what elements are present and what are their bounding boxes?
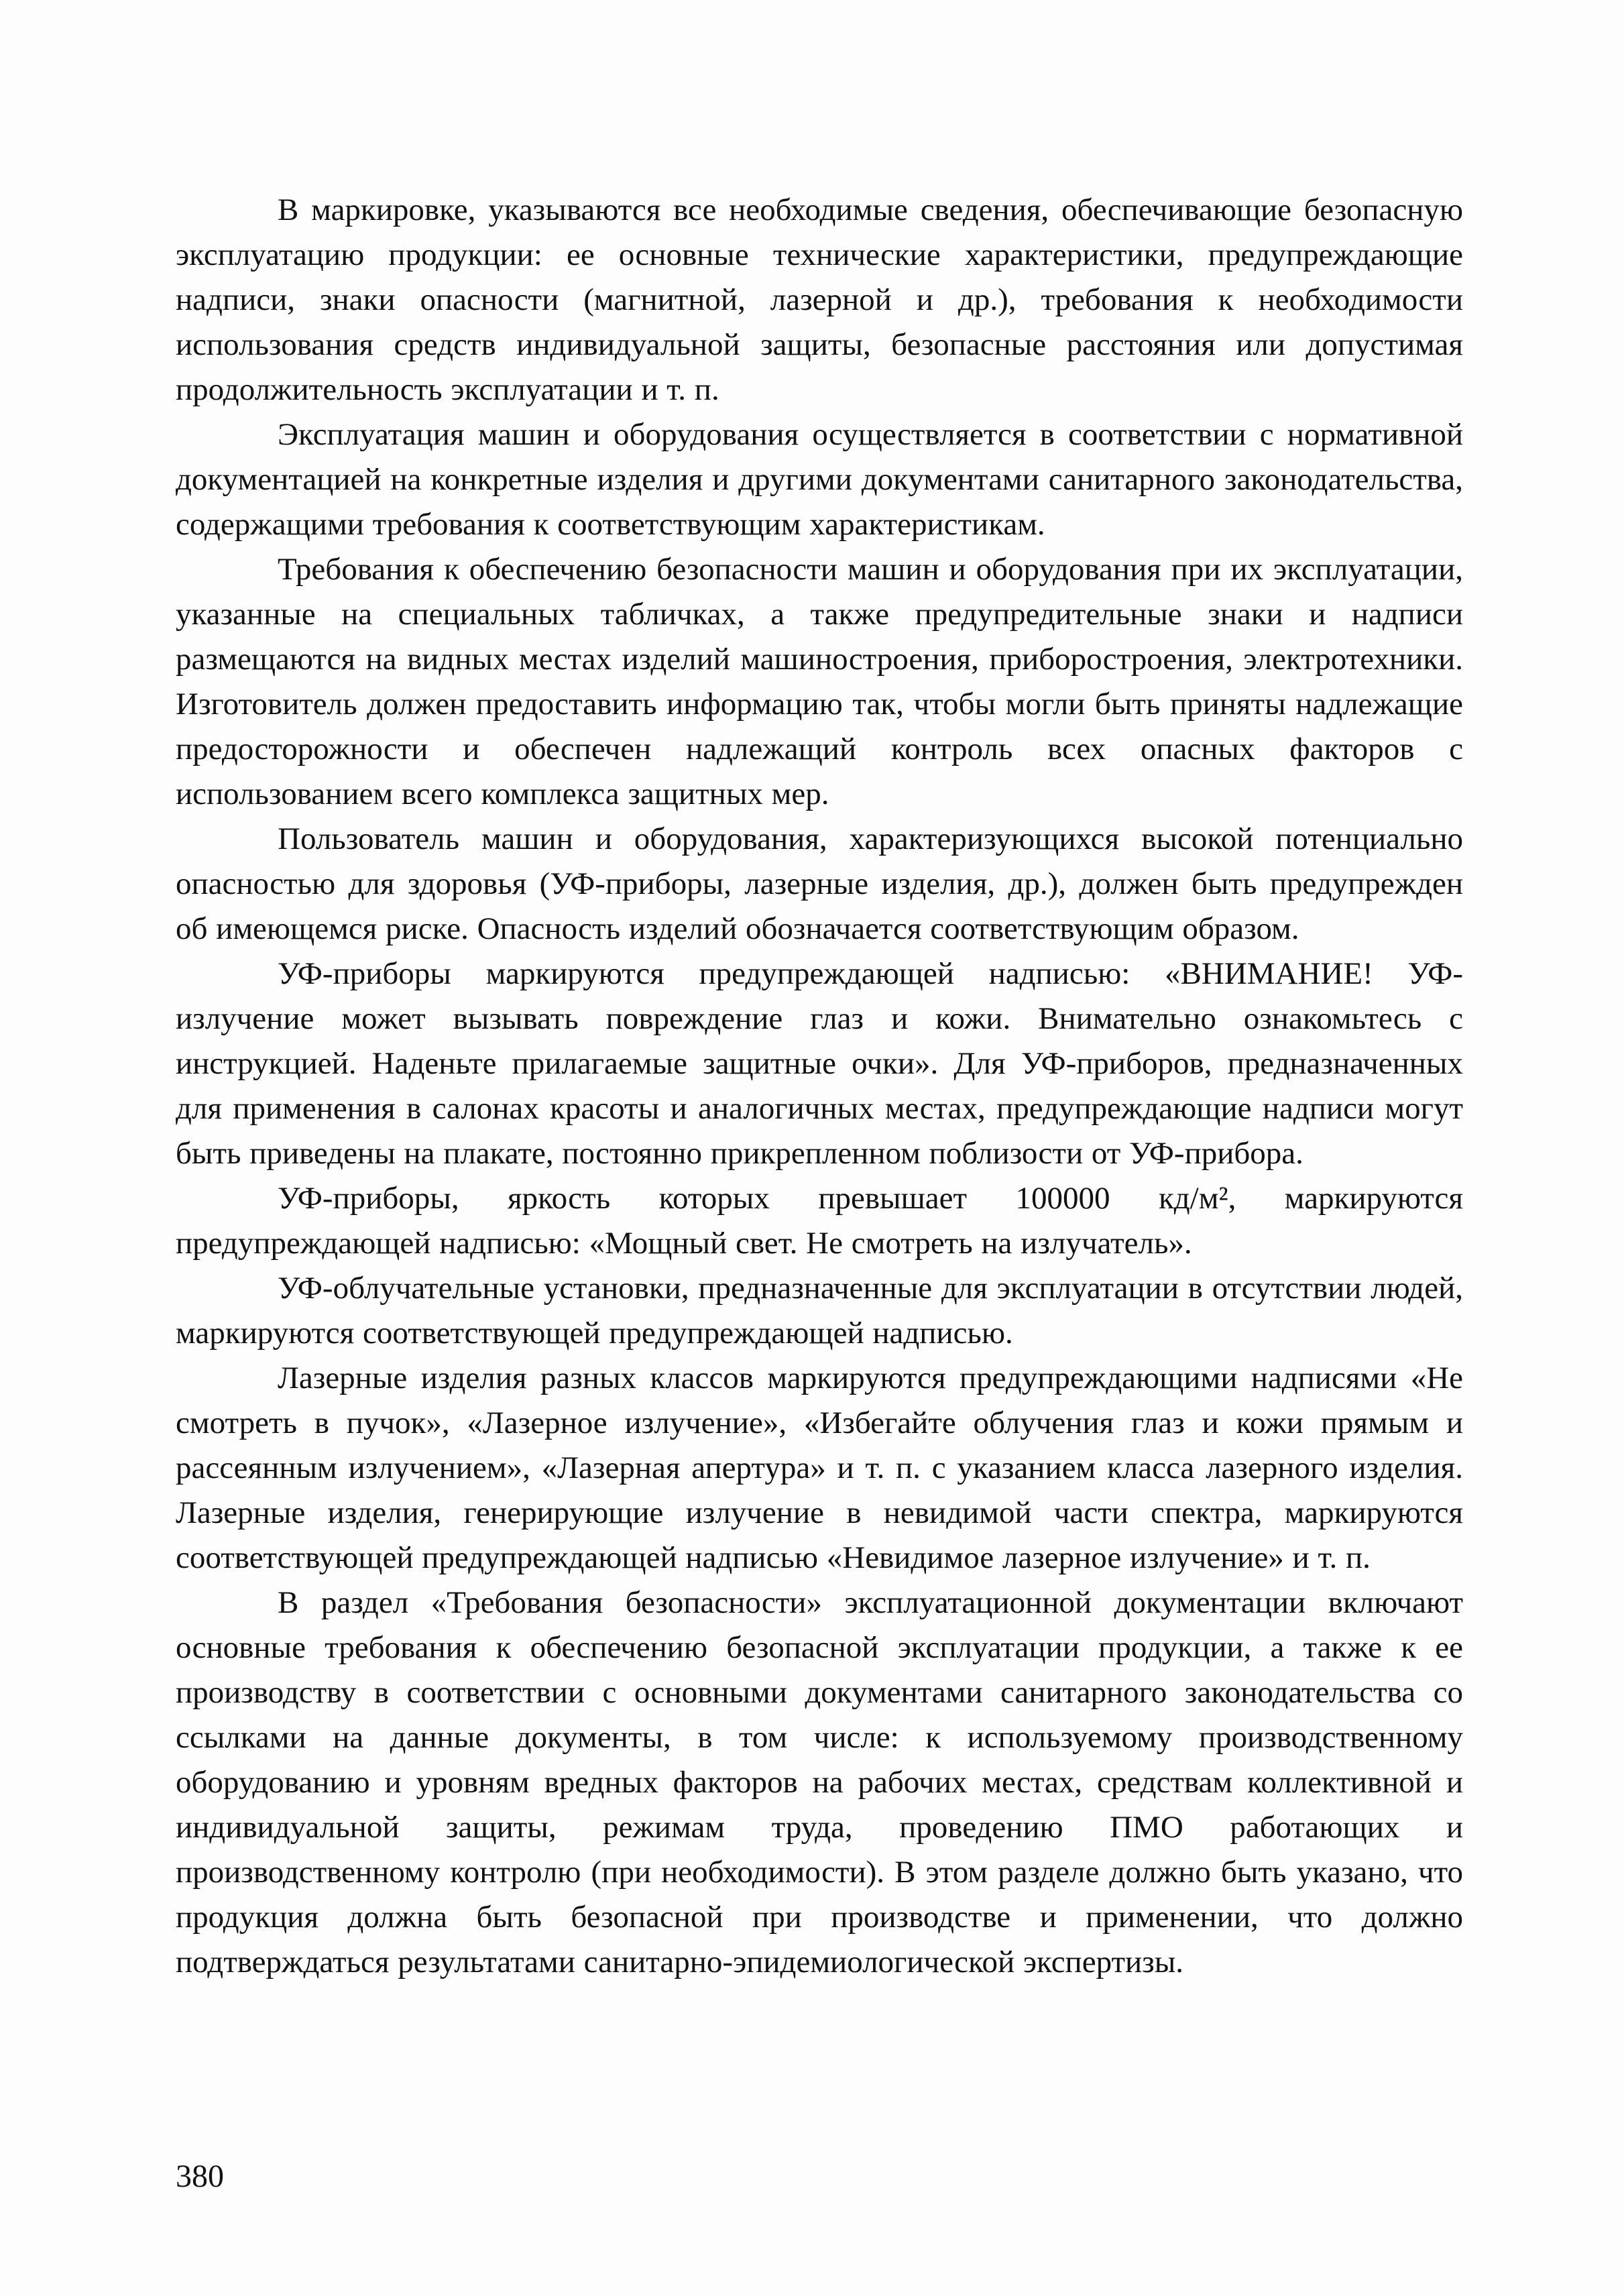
paragraph-uv-irradiators: УФ-облучательные установки, предназначенные для эксплуатации в отсутствии людей, маркируются соответствующей предупреждающей надписью. (176, 1271, 1463, 1351)
body-text (176, 188, 1463, 1985)
paragraph-operation-regulation: Эксплуатация машин и оборудования осуществляется в соответствии с нормативной документацией на конкретные изделия и другими документами санитарного законодательства, содержащими требования к соответствующим характеристикам. (176, 417, 1463, 542)
paragraph-user-warning: Пользователь машин и оборудования, характеризующихся высокой потенциально опасностью для здоровья (УФ-приборы, лазерные изделия, др.), должен быть предупрежден об имеющемся риске. Опасность изделий обозначается соответствующим образом. (176, 821, 1463, 946)
page-number: 380 (176, 2159, 224, 2194)
paragraph-uv-brightness: УФ-приборы, яркость которых превышает 100000 кд/м², маркируются предупреждающей надписью: «Мощный свет. Не смотреть на излучатель». (176, 1181, 1463, 1261)
paragraph-uv-devices-warning: УФ-приборы маркируются предупреждающей надписью: «ВНИМАНИЕ! УФ-излучение может вызывать повреждение глаз и кожи. Внимательно ознакомьтесь с инструкцией. Наденьте прилагаемые защитные очки». Для УФ-приборов, предназначенных для применения в салонах красоты и аналогичных местах, предупреждающие надписи могут быть приведены на плакате, постоянно прикрепленном поблизости от УФ-прибора. (176, 956, 1463, 1171)
paragraph-laser-products: Лазерные изделия разных классов маркируются предупреждающими надписями «Не смотреть в пучок», «Лазерное излучение», «Избегайте облучения глаз и кожи прямым и рассеянным излучением», «Лазерная апертура» и т. п. с указанием класса лазерного изделия. Лазерные изделия, генерирующие излучение в невидимой части спектра, маркируются соответствующей предупреждающей надписью «Невидимое лазерное излучение» и т. п. (176, 1361, 1463, 1575)
paragraph-marking-info: В маркировке, указываются все необходимые сведения, обеспечивающие безопасную эксплуатацию продукции: ее основные технические характеристики, предупреждающие надписи, знаки опасности (магнитной, лазерной и др.), требования к необходимости использования средств индивидуальной защиты, безопасные расстояния или допустимая продолжительность эксплуатации и т. п. (176, 192, 1463, 407)
paragraph-safety-plates: Требования к обеспечению безопасности машин и оборудования при их эксплуатации, указанные на специальных табличках, а также предупредительные знаки и надписи размещаются на видных местах изделий машиностроения, приборостроения, электротехники. Изготовитель должен предоставить информацию так, чтобы могли быть приняты надлежащие предосторожности и обеспечен надлежащий контроль всех опасных факторов с использованием всего комплекса защитных мер. (176, 552, 1463, 811)
paragraph-safety-requirements-section: В раздел «Требования безопасности» эксплуатационной документации включают основные требования к обеспечению безопасной эксплуатации продукции, а также к ее производству в соответствии с основными документами санитарного законодательства со ссылками на данные документы, в том числе: к используемому производственному оборудованию и уровням вредных факторов на рабочих местах, средствам коллективной и индивидуальной защиты, режимам труда, проведению ПМО работающих и производственному контролю (при необходимости). В этом разделе должно быть указано, что продукция должна быть безопасной при производстве и применении, что должно подтверждаться результатами санитарно-эпидемиологической экспертизы. (176, 1585, 1463, 1979)
